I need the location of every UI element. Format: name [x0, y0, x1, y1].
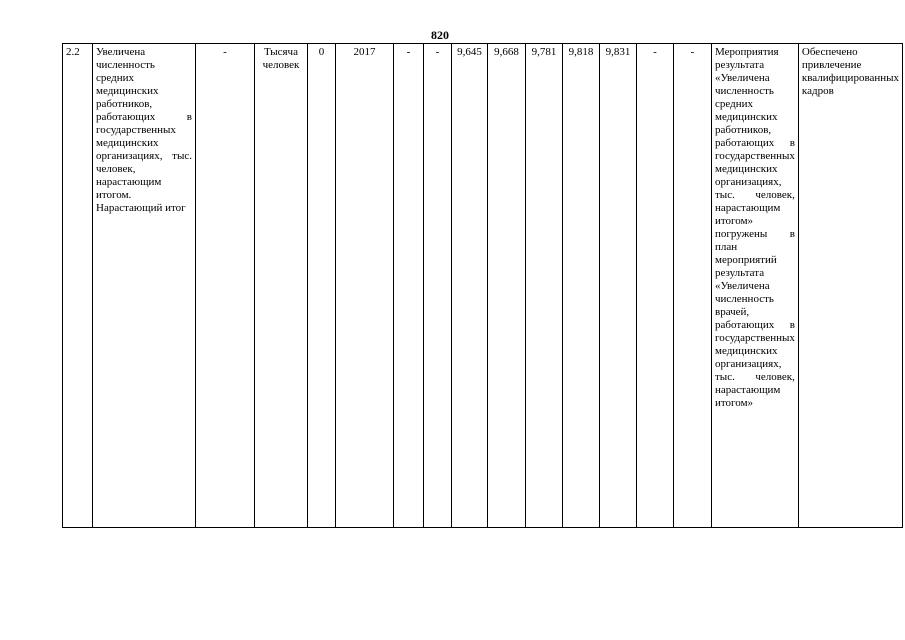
result-cell: Обеспечено привлечение квалифицированных кадров — [798, 44, 902, 528]
measure-cell: Мероприятия результата «Увеличена численность средних медицинских работников, работающих в государственных медицинских организациях, тыс. человек, нарастающим итогом» погружены в план мероприятий результата «Увеличена численность врачей, работающих в государственных медицинских организациях, тыс. человек, нарастающим итогом» — [712, 44, 799, 528]
value-cell-1: 9,645 — [452, 44, 488, 528]
value-cell-4: 9,818 — [563, 44, 600, 528]
row-number: 2.2 — [63, 44, 93, 528]
cell-col15: - — [674, 44, 712, 528]
value-cell-2: 9,668 — [488, 44, 526, 528]
base-value-cell: 0 — [308, 44, 336, 528]
page-number: 820 — [431, 28, 449, 42]
cell-col3: - — [196, 44, 255, 528]
value-cell-5: 9,831 — [600, 44, 637, 528]
table-row — [63, 44, 903, 528]
cell-col14: - — [637, 44, 674, 528]
indicator-table — [62, 43, 903, 528]
value-cell-3: 9,781 — [526, 44, 563, 528]
unit-cell: Тысяча человек — [255, 44, 308, 528]
cell-col8: - — [424, 44, 452, 528]
base-year-cell: 2017 — [336, 44, 394, 528]
indicator-name: Увеличена численность средних медицинских работников, работающих в государственных медицинских организациях, тыс. человек, нарастающим итогом. Нарастающий итог — [93, 44, 196, 528]
cell-col7: - — [394, 44, 424, 528]
